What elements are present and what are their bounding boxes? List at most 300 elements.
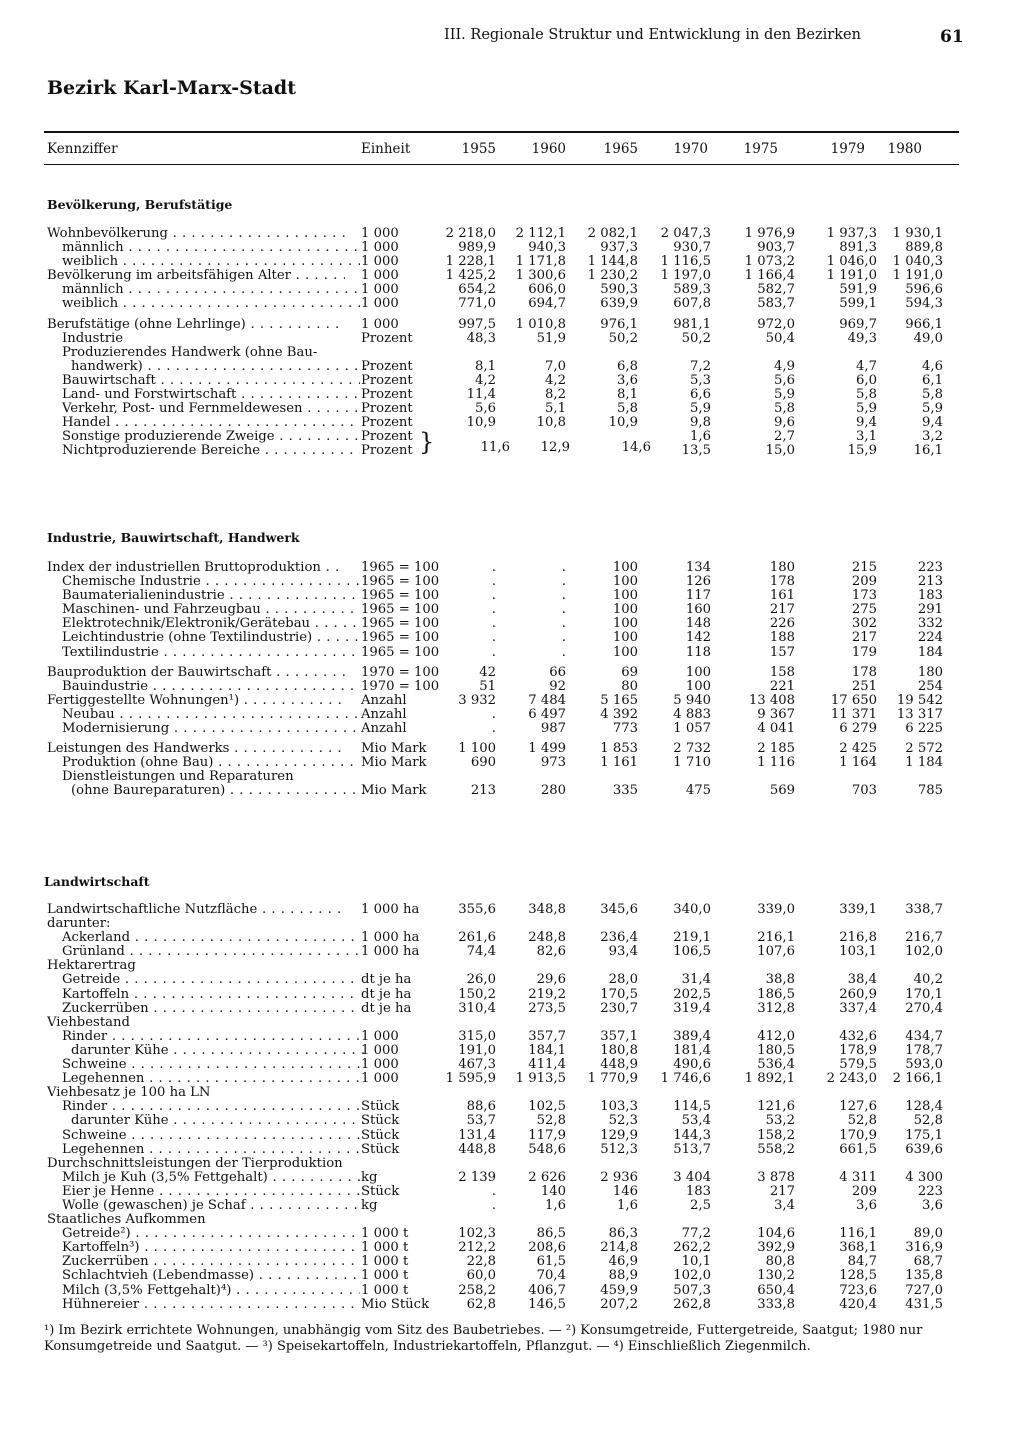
value-cell: 513,7: [673, 1141, 711, 1157]
value-cell: 3,4: [774, 1197, 795, 1213]
column-header-year: 1955: [461, 141, 496, 157]
value-cell: 319,4: [673, 1000, 711, 1016]
table-row: [0, 646, 1024, 660]
value-cell: 61,5: [536, 1254, 566, 1270]
value-cell: 144,3: [673, 1127, 711, 1143]
value-cell: 86,3: [608, 1226, 638, 1242]
value-cell: 420,4: [839, 1296, 877, 1312]
value-cell: 4,7: [856, 358, 877, 374]
value-cell: 1 144,8: [587, 254, 638, 270]
table-row: [0, 694, 1024, 708]
value-cell: 223: [917, 560, 943, 575]
value-cell: 52,8: [536, 1113, 566, 1129]
value-cell: 88,6: [466, 1099, 496, 1115]
row-label: Milch je Kuh (3,5% Fettgehalt) . . .: [47, 1171, 360, 1185]
value-cell: 5,6: [475, 401, 496, 417]
value-cell: 291: [917, 602, 943, 618]
table-row: [0, 575, 1024, 589]
value-cell: 260,9: [839, 986, 877, 1002]
value-cell: 100: [612, 574, 638, 590]
value-cell: 221: [769, 678, 795, 694]
value-cell: 3 932: [458, 692, 496, 708]
row-label: Durchschnittsleistungen der Tierproduktion: [47, 1156, 343, 1171]
value-cell: .: [491, 588, 496, 604]
value-cell: .: [491, 574, 496, 590]
row-unit: 1 000 t: [361, 1268, 409, 1284]
row-label: Nichtproduzierende Bereiche . . .: [47, 444, 360, 458]
value-cell: 5,9: [856, 401, 877, 417]
value-cell: 82,6: [536, 944, 566, 960]
table-row: [0, 917, 1024, 931]
value-cell: 389,4: [673, 1028, 711, 1044]
value-cell: 103,1: [839, 944, 877, 960]
row-label: Schweine . . .: [47, 1129, 360, 1143]
value-cell: 4 311: [839, 1169, 877, 1185]
value-cell: 507,3: [673, 1282, 711, 1298]
value-cell: 216,7: [905, 930, 943, 946]
value-cell: 173: [851, 588, 877, 604]
value-cell: 102,0: [905, 944, 943, 960]
row-label: Grünland . . .: [47, 945, 360, 959]
value-cell: 175,1: [905, 1127, 943, 1143]
value-cell: 771,0: [458, 296, 496, 312]
row-label: Berufstätige (ohne Lehrlinge) . . .: [47, 318, 345, 332]
value-cell: 392,9: [757, 1240, 795, 1256]
value-cell: 53,4: [681, 1113, 711, 1129]
value-cell: 13 408: [748, 692, 795, 708]
value-cell: 104,6: [757, 1226, 795, 1242]
value-cell: 6 497: [528, 706, 566, 722]
row-unit: Anzahl: [361, 692, 407, 708]
value-cell: 183: [917, 588, 943, 604]
value-cell: 1 746,6: [660, 1071, 711, 1087]
value-cell: 188: [769, 630, 795, 646]
value-cell: 86,5: [536, 1226, 566, 1242]
value-cell: 262,2: [673, 1240, 711, 1256]
value-cell: .: [491, 1197, 496, 1213]
row-label: Legehennen . . .: [47, 1143, 360, 1157]
value-cell: 38,4: [847, 972, 877, 988]
row-unit: 1965 = 100: [361, 574, 440, 590]
value-cell: 1 184: [905, 755, 943, 771]
value-cell: 889,8: [905, 240, 943, 256]
row-unit: 1 000: [361, 1071, 399, 1087]
table-row: [0, 1016, 1024, 1030]
row-label: Rinder . . .: [47, 1030, 360, 1044]
table-row: [0, 1114, 1024, 1128]
table-row: [0, 255, 1024, 269]
value-cell: 973: [540, 755, 566, 771]
row-unit: 1970 = 100: [361, 664, 440, 680]
value-cell: 1 976,9: [744, 226, 795, 241]
value-cell: 9 367: [757, 706, 795, 722]
value-cell: 50,4: [765, 330, 795, 346]
value-cell: 4,2: [545, 372, 566, 388]
value-cell: 15,9: [847, 443, 877, 459]
row-label: Schlachtvieh (Lebendmasse) . . .: [47, 1269, 360, 1283]
value-cell: 209: [851, 1183, 877, 1199]
value-cell: 6 225: [905, 721, 943, 737]
row-label: Wohnbevölkerung . . .: [47, 227, 345, 241]
value-cell: 1 057: [673, 721, 711, 737]
value-cell: 158,2: [757, 1127, 795, 1143]
value-cell: 593,0: [905, 1057, 943, 1073]
value-cell: .: [561, 560, 566, 575]
value-cell: 66: [549, 664, 566, 680]
value-cell: 727,0: [905, 1282, 943, 1298]
value-cell: 180: [917, 664, 943, 680]
value-cell: 230,7: [600, 1000, 638, 1016]
table-row: [0, 1157, 1024, 1171]
value-cell: 128,5: [839, 1268, 877, 1284]
table-row: [0, 360, 1024, 374]
row-unit: dt je ha: [361, 986, 412, 1002]
value-cell: 28,0: [608, 972, 638, 988]
value-cell: 148: [685, 616, 711, 632]
column-header-year: 1979: [830, 141, 865, 157]
value-cell: 773: [612, 721, 638, 737]
value-cell: .: [491, 560, 496, 575]
value-cell: 1 770,9: [587, 1071, 638, 1087]
table-row: [0, 680, 1024, 694]
value-cell: 4,2: [475, 372, 496, 388]
value-cell: 52,8: [913, 1113, 943, 1129]
value-cell: 2 166,1: [892, 1071, 943, 1087]
value-cell: 270,4: [905, 1000, 943, 1016]
value-cell: 219,2: [528, 986, 566, 1002]
value-cell: 178: [851, 664, 877, 680]
table-row: [0, 388, 1024, 402]
value-cell: 1 046,0: [826, 254, 877, 270]
value-cell: 5,3: [690, 372, 711, 388]
value-cell: 258,2: [458, 1282, 496, 1298]
value-cell: 4,9: [774, 358, 795, 374]
row-label: darunter:: [47, 917, 111, 932]
value-cell: .: [561, 630, 566, 646]
value-cell: 118: [685, 644, 711, 660]
value-cell: 357,1: [600, 1028, 638, 1044]
value-cell: 412,0: [757, 1028, 795, 1044]
value-cell: 178,9: [839, 1042, 877, 1058]
table-row: [0, 297, 1024, 311]
row-unit: 1965 = 100: [361, 560, 440, 575]
table-row: [0, 1213, 1024, 1227]
table-row: [0, 1269, 1024, 1283]
value-cell: 69: [621, 664, 638, 680]
value-cell: 116,1: [839, 1226, 877, 1242]
table-row: [0, 742, 1024, 756]
value-cell: 184: [917, 644, 943, 660]
value-cell: 181,4: [673, 1042, 711, 1058]
value-cell: 654,2: [458, 282, 496, 298]
value-cell: 129,9: [600, 1127, 638, 1143]
row-unit: Mio Mark: [361, 783, 427, 799]
table-row: [0, 318, 1024, 332]
value-cell: 10,9: [608, 415, 638, 431]
value-cell: 1 930,1: [892, 226, 943, 241]
value-cell: 223: [917, 1183, 943, 1199]
value-cell: 10,9: [466, 415, 496, 431]
header-bottom-rule: [44, 164, 959, 165]
value-cell: 16,1: [913, 443, 943, 459]
value-cell: 160: [685, 602, 711, 618]
row-label: Neubau . . .: [47, 708, 360, 722]
value-cell: 582,7: [757, 282, 795, 298]
table-row: [0, 283, 1024, 297]
value-cell: 1,6: [545, 1197, 566, 1213]
value-cell: 131,4: [458, 1127, 496, 1143]
value-cell: 52,3: [608, 1113, 638, 1129]
value-cell: 969,7: [839, 316, 877, 332]
value-cell: 3,1: [856, 429, 877, 445]
value-cell: 11,4: [466, 387, 496, 403]
value-cell: 340,0: [673, 902, 711, 917]
value-cell: 208,6: [528, 1240, 566, 1256]
value-cell: 128,4: [905, 1099, 943, 1115]
row-label: Viehbestand: [47, 1015, 130, 1030]
table-row: [0, 756, 1024, 770]
value-cell: .: [491, 721, 496, 737]
row-unit: 1965 = 100: [361, 644, 440, 660]
value-cell: 117: [685, 588, 711, 604]
table-row: [0, 973, 1024, 987]
value-cell: 5,6: [774, 372, 795, 388]
row-unit: Prozent: [361, 387, 413, 403]
value-cell: 548,6: [528, 1141, 566, 1157]
row-label: männlich . . .: [47, 283, 360, 297]
value-cell: 583,7: [757, 296, 795, 312]
table-row: [0, 959, 1024, 973]
row-unit: Mio Mark: [361, 755, 427, 771]
row-unit: Stück: [361, 1113, 400, 1129]
value-cell: 77,2: [681, 1226, 711, 1242]
value-cell: 102,3: [458, 1226, 496, 1242]
value-cell: 254: [917, 678, 943, 694]
value-cell: 972,0: [757, 316, 795, 332]
value-cell: 135,8: [905, 1268, 943, 1284]
row-unit: Mio Stück: [361, 1296, 430, 1312]
value-cell: 607,8: [673, 296, 711, 312]
value-cell: 8,1: [475, 358, 496, 374]
value-cell: 248,8: [528, 930, 566, 946]
value-cell: 599,1: [839, 296, 877, 312]
value-cell: 2 082,1: [587, 226, 638, 241]
value-cell: 3 878: [757, 1169, 795, 1185]
row-unit: 1965 = 100: [361, 616, 440, 632]
value-cell: 1 595,9: [445, 1071, 496, 1087]
value-cell: 5 940: [673, 692, 711, 708]
table-row: [0, 1072, 1024, 1086]
value-cell: 434,7: [905, 1028, 943, 1044]
table-row: [0, 1002, 1024, 1016]
value-cell: 5,8: [856, 387, 877, 403]
row-label: Ackerland . . .: [47, 931, 360, 945]
value-cell: .: [491, 706, 496, 722]
value-cell: 5,9: [774, 387, 795, 403]
row-unit: 1 000: [361, 226, 399, 241]
value-cell: 1 040,3: [892, 254, 943, 270]
value-cell: 161: [769, 588, 795, 604]
value-cell: 997,5: [458, 316, 496, 332]
row-label: Rinder . . .: [47, 1100, 360, 1114]
value-cell: 339,1: [839, 902, 877, 917]
value-cell: 1 892,1: [744, 1071, 795, 1087]
row-unit: 1 000: [361, 1028, 399, 1044]
value-cell: 2 732: [673, 741, 711, 757]
row-label: Getreide²) . . .: [47, 1227, 360, 1241]
row-label: Verkehr, Post- und Fernmeldewesen . . .: [47, 402, 360, 416]
value-cell: 1 164: [839, 755, 877, 771]
value-cell: 11 371: [830, 706, 877, 722]
value-cell: 51,9: [536, 330, 566, 346]
row-label: Schweine . . .: [47, 1058, 360, 1072]
row-label: Bauindustrie . . .: [47, 680, 360, 694]
value-cell: 92: [549, 678, 566, 694]
value-cell: 212,2: [458, 1240, 496, 1256]
row-label: Fertiggestellte Wohnungen¹) . . .: [47, 694, 345, 708]
row-unit: 1 000: [361, 1057, 399, 1073]
row-label: Textilindustrie . . .: [47, 646, 360, 660]
value-cell: 93,4: [608, 944, 638, 960]
value-cell: 38,8: [765, 972, 795, 988]
row-label: Chemische Industrie . . .: [47, 575, 360, 589]
value-cell: 5,8: [617, 401, 638, 417]
value-cell: 3,6: [922, 1197, 943, 1213]
value-cell: 312,8: [757, 1000, 795, 1016]
row-label: Elektrotechnik/Elektronik/Gerätebau . . .: [47, 617, 360, 631]
column-header-year: 1965: [603, 141, 638, 157]
row-label: Zuckerrüben . . .: [47, 1002, 360, 1016]
value-cell: 891,3: [839, 240, 877, 256]
value-cell: 216,1: [757, 930, 795, 946]
section-title-industry: Industrie, Bauwirtschaft, Handwerk: [47, 530, 300, 545]
table-row: [0, 1086, 1024, 1100]
value-cell: 13,5: [681, 443, 711, 459]
value-cell: 1 100: [458, 741, 496, 757]
value-cell: 121,6: [757, 1099, 795, 1115]
value-cell: 930,7: [673, 240, 711, 256]
row-unit: Prozent: [361, 330, 413, 346]
brace-symbol: }: [419, 428, 435, 456]
value-cell: 2 218,0: [445, 226, 496, 241]
value-cell: 100: [612, 616, 638, 632]
column-header-label: Kennziffer: [47, 141, 118, 157]
value-cell: 596,6: [905, 282, 943, 298]
row-label: Bauwirtschaft . . .: [47, 374, 360, 388]
table-row: [0, 903, 1024, 917]
value-cell: 406,7: [528, 1282, 566, 1298]
table-row: [0, 374, 1024, 388]
value-cell: 49,0: [913, 330, 943, 346]
value-cell: 1 166,4: [744, 268, 795, 284]
value-cell: 590,3: [600, 282, 638, 298]
value-cell: 62,8: [466, 1296, 496, 1312]
value-cell: 368,1: [839, 1240, 877, 1256]
row-unit: kg: [361, 1169, 378, 1185]
value-cell: 130,2: [757, 1268, 795, 1284]
table-row: [0, 402, 1024, 416]
value-cell: 355,6: [458, 902, 496, 917]
value-cell: 15,0: [765, 443, 795, 459]
table-row: [0, 1100, 1024, 1114]
value-cell: 170,9: [839, 1127, 877, 1143]
value-cell: 333,8: [757, 1296, 795, 1312]
value-cell: 48,3: [466, 330, 496, 346]
value-cell: 1 191,0: [892, 268, 943, 284]
value-cell: 5,8: [774, 401, 795, 417]
table-top-rule: [44, 131, 959, 133]
value-cell: 146,5: [528, 1296, 566, 1312]
value-cell: 186,5: [757, 986, 795, 1002]
value-cell: 207,2: [600, 1296, 638, 1312]
value-cell: 703: [851, 783, 877, 799]
column-header-year: 1970: [673, 141, 708, 157]
population-table: [0, 227, 1024, 459]
table-row: [0, 1171, 1024, 1185]
value-cell: 22,8: [466, 1254, 496, 1270]
value-cell: 6,8: [617, 358, 638, 374]
value-cell: 9,4: [856, 415, 877, 431]
table-row: [0, 1044, 1024, 1058]
value-cell: 52,8: [847, 1113, 877, 1129]
row-label: Sonstige produzierende Zweige . . .: [47, 430, 360, 444]
value-cell: 5 165: [600, 692, 638, 708]
value-cell: 50,2: [608, 330, 638, 346]
row-label: Dienstleistungen und Reparaturen: [62, 770, 294, 785]
row-label: Hühnereier . . .: [47, 1298, 360, 1312]
value-cell: 100: [685, 678, 711, 694]
value-cell: 1 073,2: [744, 254, 795, 270]
value-cell: 68,7: [913, 1254, 943, 1270]
value-cell: 53,7: [466, 1113, 496, 1129]
value-cell: 202,5: [673, 986, 711, 1002]
row-unit: Stück: [361, 1127, 400, 1143]
value-cell: 661,5: [839, 1141, 877, 1157]
value-cell: 987: [540, 721, 566, 737]
agriculture-table: [0, 903, 1024, 1312]
row-label: Staatliches Aufkommen: [47, 1213, 206, 1228]
value-cell: 213: [470, 783, 496, 799]
table-row: [0, 603, 1024, 617]
value-cell: 536,4: [757, 1057, 795, 1073]
table-row: [0, 784, 1024, 798]
value-cell: 150,2: [458, 986, 496, 1002]
value-cell: 74,4: [466, 944, 496, 960]
row-unit: Mio Mark: [361, 741, 427, 757]
value-cell: 117,9: [528, 1127, 566, 1143]
value-cell: 1 010,8: [515, 316, 566, 332]
value-cell: 134: [685, 560, 711, 575]
value-cell: 338,7: [905, 902, 943, 917]
row-unit: 1 000: [361, 254, 399, 270]
district-title: Bezirk Karl-Marx-Stadt: [47, 77, 296, 99]
value-cell: 432,6: [839, 1028, 877, 1044]
table-row: [0, 1058, 1024, 1072]
table-row: [0, 1227, 1024, 1241]
row-label: Legehennen . . .: [47, 1072, 360, 1086]
value-cell: .: [491, 616, 496, 632]
value-cell: 345,6: [600, 902, 638, 917]
row-label: Industrie: [62, 331, 124, 346]
row-unit: 1965 = 100: [361, 630, 440, 646]
value-cell: 302: [851, 616, 877, 632]
row-label: weiblich . . .: [47, 255, 360, 269]
row-label: Kartoffeln³) . . .: [47, 1241, 360, 1255]
value-cell: 1 161: [600, 755, 638, 771]
value-cell: 639,6: [905, 1141, 943, 1157]
value-cell: 280: [540, 783, 566, 799]
value-cell: 2 185: [757, 741, 795, 757]
